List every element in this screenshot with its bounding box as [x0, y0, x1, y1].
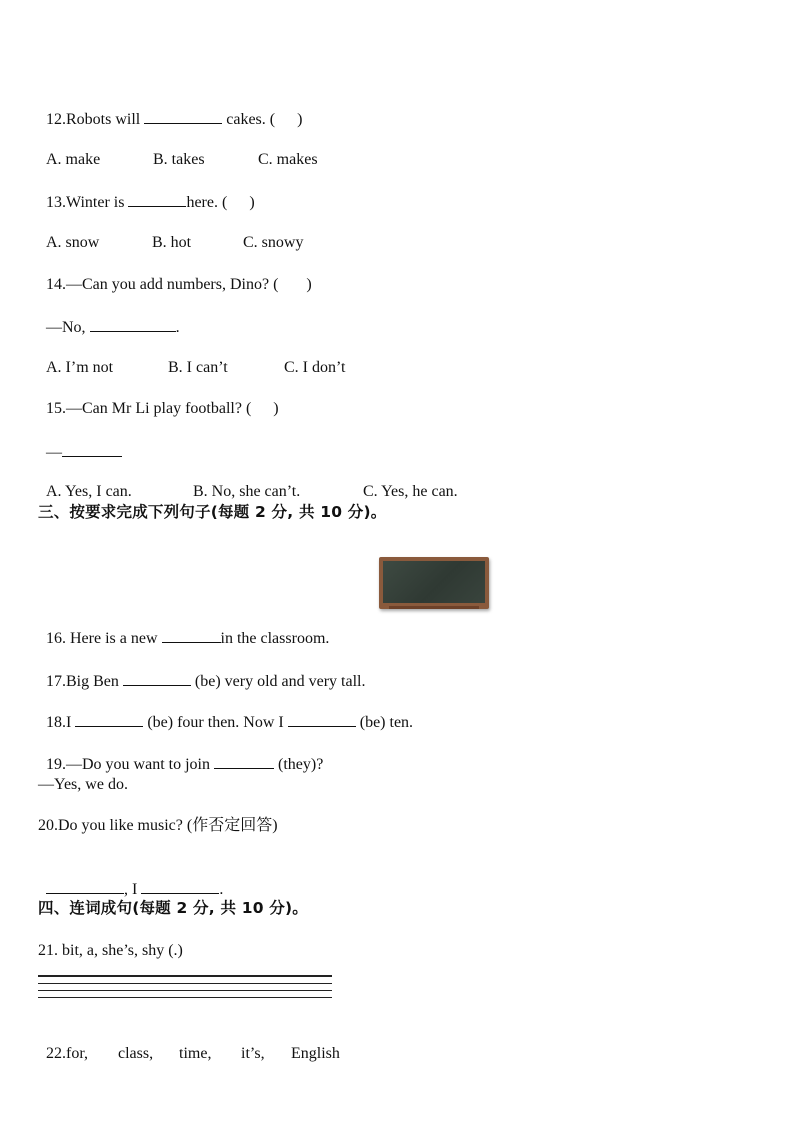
question-19	[38, 733, 323, 775]
question-17	[38, 650, 366, 692]
q13-option-a: A. snow	[46, 234, 100, 251]
question-18	[38, 691, 413, 733]
q14-reply-b: .	[175, 319, 180, 336]
q22-word-5: English	[291, 1045, 340, 1062]
question-16	[38, 607, 329, 649]
question-13	[38, 171, 255, 213]
q15-reply-dash: —	[46, 444, 62, 461]
q15-reply	[38, 421, 122, 463]
q13-options	[38, 213, 303, 253]
q12-options	[38, 130, 318, 170]
question-22	[38, 1024, 340, 1064]
writing-line	[38, 983, 332, 984]
q18-blank-2[interactable]	[288, 711, 356, 727]
q13-option-c: C. snowy	[243, 234, 304, 251]
q14-reply	[38, 296, 180, 338]
q12-stem-c: )	[297, 111, 303, 128]
question-21: 21. bit, a, she’s, shy (.)	[38, 942, 183, 959]
blackboard-icon	[379, 557, 489, 609]
q17-b: (be) very old and very tall.	[190, 673, 366, 690]
q17-a: 17.Big Ben	[46, 673, 123, 690]
question-12	[38, 88, 302, 130]
section-4-heading: 四、连词成句(每题 2 分, 共 10 分)。	[38, 899, 308, 917]
q13-stem-b: here. (	[186, 194, 228, 211]
q12-stem-b: cakes. (	[222, 111, 276, 128]
writing-line	[38, 975, 332, 977]
q22-word-2: class,	[118, 1045, 154, 1062]
q12-option-c: C. makes	[258, 151, 318, 168]
q15-option-b: B. No, she can’t.	[193, 483, 301, 500]
blackboard-surface	[383, 561, 485, 603]
q18-b: (be) four then. Now I	[143, 714, 288, 731]
q14-reply-a: —No,	[46, 319, 90, 336]
q13-stem-a: 13.Winter is	[46, 194, 129, 211]
q18-blank-1[interactable]	[75, 711, 143, 727]
q14-blank[interactable]	[90, 316, 176, 332]
q13-stem-c: )	[249, 194, 255, 211]
q15-stem-c: )	[273, 400, 279, 417]
q15-options	[38, 462, 458, 502]
q21-writing-lines[interactable]	[38, 975, 332, 1004]
q15-blank[interactable]	[62, 441, 122, 457]
blackboard-chalk-tray	[389, 606, 479, 609]
question-15	[38, 379, 279, 419]
q19-reply: —Yes, we do.	[38, 776, 128, 793]
q20-blank-2[interactable]	[141, 878, 219, 894]
question-20: 20.Do you like music? (作否定回答)	[38, 817, 278, 834]
q12-option-b: B. takes	[153, 151, 205, 168]
section-3-heading: 三、按要求完成下列句子(每题 2 分, 共 10 分)。	[38, 503, 387, 521]
q20-b: .	[219, 881, 224, 898]
q14-stem-c: )	[306, 276, 312, 293]
q20-answer	[38, 858, 223, 900]
q12-option-a: A. make	[46, 151, 101, 168]
q14-option-c: C. I don’t	[284, 359, 346, 376]
q15-option-c: C. Yes, he can.	[363, 483, 458, 500]
q13-blank[interactable]	[128, 191, 186, 207]
q20-a: , I	[124, 881, 142, 898]
q16-b: in the classroom.	[220, 630, 330, 647]
writing-line	[38, 997, 332, 999]
q16-blank[interactable]	[162, 627, 221, 643]
q18-c: (be) ten.	[355, 714, 414, 731]
q15-stem: 15.—Can Mr Li play football? (	[46, 400, 252, 417]
q19-a: 19.—Do you want to join	[46, 756, 214, 773]
question-14	[38, 255, 312, 295]
q12-blank[interactable]	[144, 108, 222, 124]
q14-option-a: A. I’m not	[46, 359, 114, 376]
writing-line	[38, 990, 332, 991]
q20-blank-1[interactable]	[46, 878, 124, 894]
q14-options	[38, 338, 345, 378]
q22-word-1: 22.for,	[46, 1045, 89, 1062]
q18-a: 18.I	[46, 714, 76, 731]
q14-stem: 14.—Can you add numbers, Dino? (	[46, 276, 279, 293]
q22-word-4: it’s,	[241, 1045, 265, 1062]
q17-blank[interactable]	[123, 670, 191, 686]
q16-a: 16. Here is a new	[46, 630, 162, 647]
q14-option-b: B. I can’t	[168, 359, 228, 376]
q19-b: (they)?	[274, 756, 324, 773]
q22-word-3: time,	[179, 1045, 212, 1062]
q15-option-a: A. Yes, I can.	[46, 483, 132, 500]
q19-blank[interactable]	[214, 753, 274, 769]
q12-stem-a: 12.Robots will	[46, 111, 145, 128]
q13-option-b: B. hot	[152, 234, 192, 251]
